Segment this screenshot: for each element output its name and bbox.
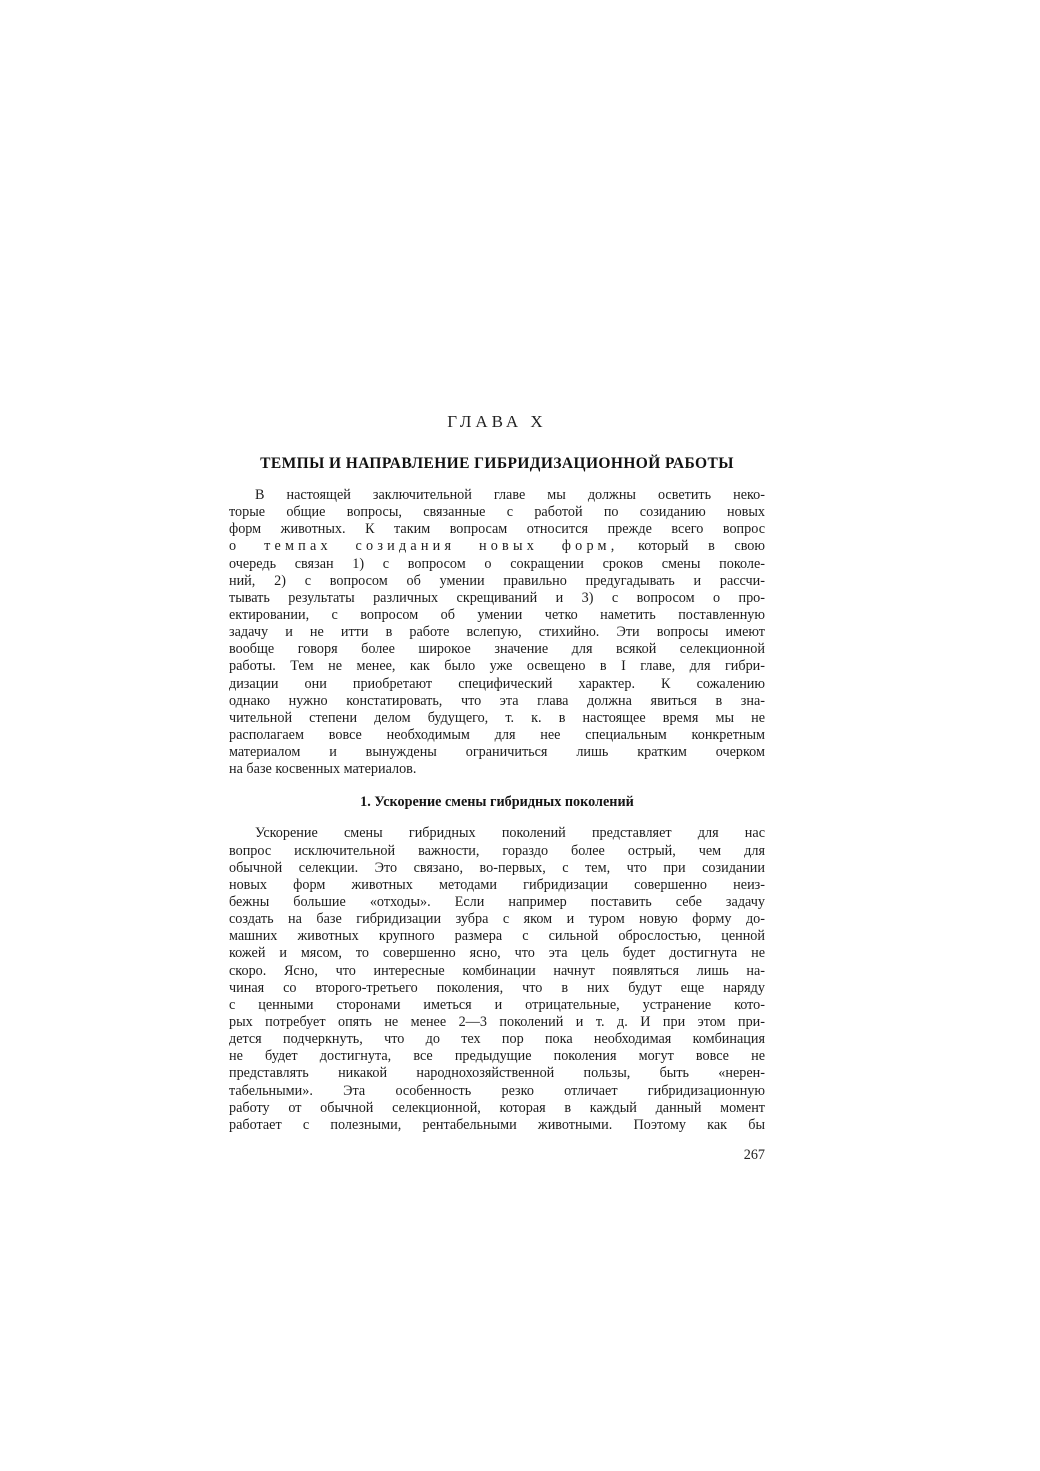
section-paragraph (229, 825, 765, 1134)
text-line: задачу и не итти в работе вслепую, стихийно. Эти вопросы имеют (229, 624, 765, 641)
book-page (229, 410, 765, 1164)
text-line: создать на базе гибридизации зубра с яком и туром новую форму до- (229, 911, 765, 928)
text-line: не будет достигнута, все предыдущие поколения могут вовсе не (229, 1048, 765, 1065)
chapter-title: ТЕМПЫ И НАПРАВЛЕНИЕ ГИБРИДИЗАЦИОННОЙ РАБОТЫ (260, 455, 734, 472)
chapter-label: ГЛАВА X (447, 412, 547, 431)
text-line: чиная со второго-третьего поколения, что в них будут еще наряду (229, 979, 765, 996)
page-number: 267 (743, 1146, 765, 1163)
text-line: представлять никакой народнохозяйственной пользы, быть «нерен- (229, 1065, 765, 1082)
text-line: форм животных. К таким вопросам относится прежде всего вопрос (229, 521, 765, 538)
text-line: располагаем вовсе необходимым для нее специальным конкретным (229, 726, 765, 743)
intro-paragraph (229, 487, 765, 778)
text-line: работает с полезными, рентабельными животными. Поэтому как бы (229, 1116, 765, 1133)
text-line: кожей и мясом, то совершенно ясно, что эта цель будет достигнута не (229, 945, 765, 962)
text-line: ний, 2) с вопросом об умении правильно предугадывать и рассчи- (229, 572, 765, 589)
text-line: обычной селекции. Это связано, во-первых, с тем, что при созидании (229, 859, 765, 876)
text-line: с ценными сторонами иметься и отрицательные, устранение кото- (229, 996, 765, 1013)
text-line: дизации они приобретают специфический характер. К сожалению (229, 675, 765, 692)
text-line: на базе косвенных материалов. (229, 761, 417, 778)
section-heading: 1. Ускорение смены гибридных поколений (360, 794, 634, 811)
text-line: однако нужно констатировать, что эта глава должна явиться в зна- (229, 692, 765, 709)
text-line: Ускорение смены гибридных поколений представляет для нас (255, 825, 765, 842)
text-line: очередь связан 1) с вопросом о сокращении сроков смены поколе- (229, 555, 765, 572)
text-line: торые общие вопросы, связанные с работой по созиданию новых (229, 504, 765, 521)
text-line: материалом и вынуждены ограничиться лишь кратким очерком (229, 744, 765, 761)
text-line: тывать результаты различных скрещиваний и 3) с вопросом о про- (229, 589, 765, 606)
text-line: скоро. Ясно, что интересные комбинации начнут появляться лишь на- (229, 962, 765, 979)
text-line: дется подчеркнуть, что до тех пор пока необходимая комбинация (229, 1031, 765, 1048)
text-line: машних животных крупного размера с сильной оброслостью, ценной (229, 928, 765, 945)
text-line (229, 538, 765, 555)
text-line: табельными». Эта особенность резко отличает гибридизационную (229, 1082, 765, 1099)
text-line: бежны большие «отходы». Если например поставить себе задачу (229, 893, 765, 910)
text-line: В настоящей заключительной главе мы должны осветить неко- (255, 487, 765, 503)
text-line: новых форм животных методами гибридизации совершенно неиз- (229, 876, 765, 893)
text-line: рых потребует опять не менее 2—3 поколений и т. д. И при этом при- (229, 1013, 765, 1030)
text-line: чительной степени делом будущего, т. к. в настоящее время мы не (229, 709, 765, 726)
text-line: работу от обычной селекционной, которая в каждый данный момент (229, 1099, 765, 1116)
spaced-emphasis: о темпах созидания новых форм, (229, 538, 619, 555)
text-line: вопрос исключительной важности, гораздо более острый, чем для (229, 842, 765, 859)
text-line: ектировании, с вопросом об умении четко наметить поставленную (229, 606, 765, 623)
text-line: вообще говоря более широкое значение для всякой селекционной (229, 641, 765, 658)
text-line: работы. Тем не менее, как было уже освещено в I главе, для гибри- (229, 658, 765, 675)
text-fragment: который в свою (618, 538, 765, 555)
